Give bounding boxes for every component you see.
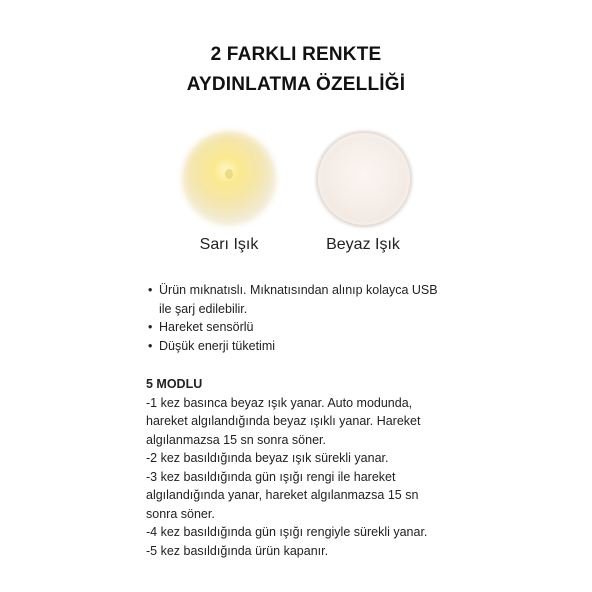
mode-5-text: -5 kez basıldığında ürün kapanır. <box>146 543 329 558</box>
white-light-lamp-image <box>317 132 411 226</box>
mode-2-text: -2 kez basıldığında beyaz ışık sürekli yanar. <box>146 451 389 465</box>
modes-section <box>146 375 446 560</box>
page-title <box>0 40 592 100</box>
feature-list <box>148 281 448 355</box>
mode-4-text: -4 kez basıldığında gün ışığı rengiyle sürekli yanar. <box>146 525 428 539</box>
title-line-1: 2 FARKLI RENKTE <box>210 44 382 65</box>
modes-heading: 5 MODLU <box>146 377 203 391</box>
yellow-light-label: Sarı Işık <box>199 236 259 253</box>
title-line-2: AYDINLATMA ÖZELLİĞİ <box>186 74 406 95</box>
feature-item-motion-sensor: • Hareket sensörlü <box>148 318 448 337</box>
feature-item-low-energy: • Düşük enerji tüketimi <box>148 337 448 356</box>
yellow-light-lamp-image <box>183 132 275 224</box>
mode-3-text: -3 kez basıldığında gün ışığı rengi ile hareket algılandığında yanar, hareket algılanmazsa 15 sn sonra söner. <box>146 469 419 521</box>
feature-item-magnetic: • Ürün mıknatıslı. Mıknatısından alınıp kolayca USB ile şarj edilebilir. <box>148 281 448 318</box>
lamp-sensor-dot <box>225 169 233 179</box>
mode-1-text: -1 kez basınca beyaz ışık yanar. Auto modunda, hareket algılandığında beyaz ışıklı yanar. Hareket algılanmazsa 15 sn sonra söner. <box>146 395 421 447</box>
white-light-label: Beyaz Işık <box>326 236 400 253</box>
